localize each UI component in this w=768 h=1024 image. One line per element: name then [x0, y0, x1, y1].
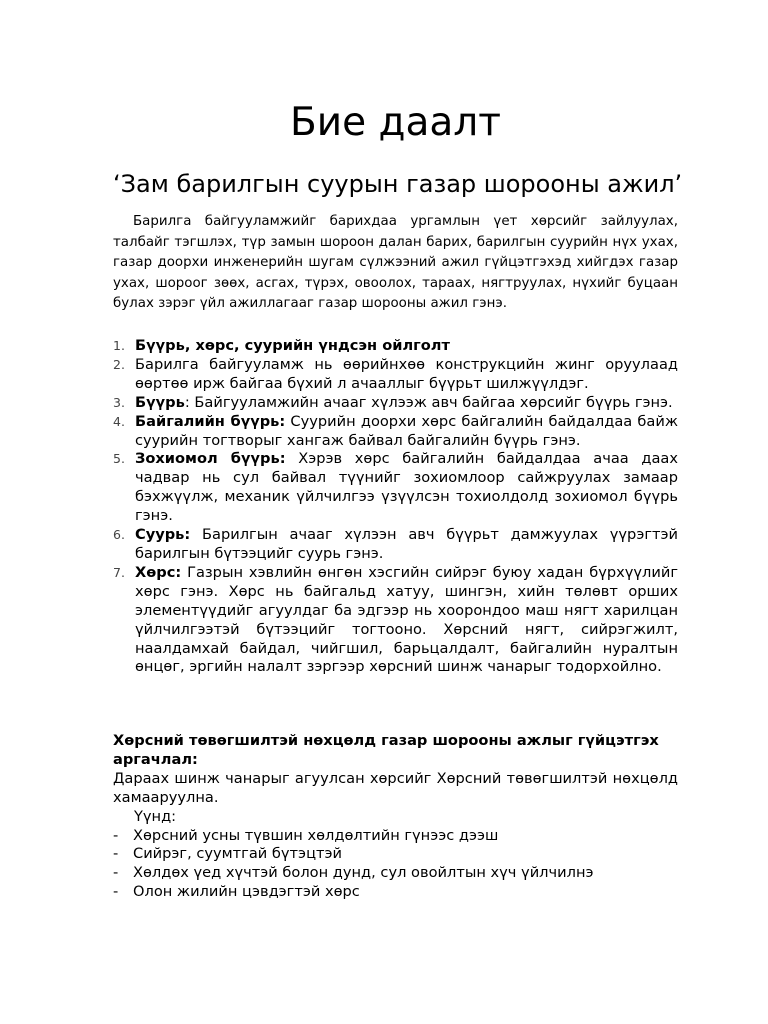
list-item — [113, 564, 678, 677]
section-heading: Хөрсний төвөгшилтэй нөхцөлд газар шорооны ажлыг гүйцэтгэх аргачлал: — [113, 732, 659, 768]
list-item — [113, 864, 678, 883]
bullet-text: Хөрсний усны түвшин хөлдөлтийн гүнээс дээш — [133, 826, 499, 844]
definition-text: Суурийн доорхи хөрс байгалийн байдалдаа байж суурийн тогтворыг хангаж байвал байгалийн бүүрь гэнэ. — [135, 412, 678, 449]
list-number: 6. — [113, 527, 125, 543]
definition-term: Хөрс: — [135, 563, 182, 581]
bullet-text: Сийрэг, суумтгай бүтэцтэй — [133, 845, 342, 863]
list-number: 3. — [113, 394, 125, 410]
definition-text: Газрын хэвлийн өнгөн хэсгийн сийрэг буюу хадан бүрхүүлийг хөрс гэнэ. Хөрс нь байгальд хатуу, шингэн, хийн төлөвт орших элементүүдийг агуулдаг ба эдгээр нь хоорондоо маш нягт харилцан үйлчилгээтэй бүтээцийг тогтооно. Хөрсний нягт, сийрэгжилт, наалдамхай байдал, чийгшил, барьцалдалт, байгалийн нуралтын өнцөг, эргийн налалт зэргээр хөрсний шинж чанарыг тодорхойлно. — [135, 563, 678, 676]
definition-term: Байгалийн бүүрь: — [135, 412, 286, 430]
definition-text: : Байгууламжийн ачааг хүлээж авч байгаа хөрсийг бүүрь гэнэ. — [184, 393, 673, 411]
list-number: 5. — [113, 451, 125, 467]
list-number: 1. — [113, 338, 125, 353]
list-item — [113, 526, 678, 564]
list-item — [113, 883, 678, 902]
section-lead: Үүнд: — [134, 807, 177, 825]
definition-term: Суурь: — [135, 526, 191, 544]
list-item — [113, 356, 678, 394]
bullet-text: Хөлдөх үед хүчтэй болон дунд, сул овойлтын хүч үйлчилнэ — [133, 864, 594, 882]
dash-bullet: - — [113, 826, 119, 844]
list-item — [113, 845, 678, 864]
definition-term: Бүүрь, хөрс, суурийн үндсэн ойлголт — [135, 337, 450, 354]
intro-paragraph: Барилга байгууламжийг барихдаа ургамлын үет хөрсийг зайлуулах, талбайг тэгшлэх, түр замын шороон далан барих, барилгын суурийн нүх ухах, газар доорхи инженерийн шугам сүлжээний ажил гүйцэтгэхэд хийгдэх газар ухах, шороог зөөх, асгах, түрэх, овоолох, тараах, нягтруулах, нүхийг буцаан булах зэрэг үйл ажиллагааг газар шорооны ажил гэнэ. — [113, 214, 678, 312]
definitions-list — [113, 337, 678, 677]
list-item — [113, 337, 678, 356]
dash-bullet: - — [113, 883, 119, 901]
document-subtitle: ‘Зам барилгын суурын газар шорооны ажил’ — [113, 170, 683, 198]
definition-text: Хэрэв хөрс байгалийн байдалдаа ачаа даах чадвар нь сул байвал түүнийг зохиомлоор сайжруулах замаар бэхжүүлж, механик үйлчилгээ үзүүлсэн тохиолдолд зохиомол бүүрь гэнэ. — [135, 450, 678, 525]
dash-bullet: - — [113, 845, 119, 863]
section-paragraph: Дараах шинж чанарыг агуулсан хөрсийг Хөрсний төвөгшилтэй нөхцөлд хамааруулна. — [113, 769, 678, 806]
list-item — [113, 450, 678, 526]
bullet-text: Олон жилийн цэвдэгтэй хөрс — [133, 883, 360, 901]
list-item — [113, 827, 678, 846]
list-number: 4. — [113, 413, 125, 429]
definition-text: Барилга байгууламж нь өөрийнхөө конструкцийн жинг оруулаад өөртөө ирж байгаа бүхий л ачааллыг бүүрьт шилжүүлдэг. — [135, 355, 678, 392]
definition-text: Барилгын ачааг хүлээн авч бүүрьт дамжуулах үүрэгтэй барилгын бүтээцийг суурь гэнэ. — [135, 526, 678, 562]
definition-term: Бүүрь — [135, 393, 185, 411]
conditions-list — [113, 827, 678, 903]
list-number: 7. — [113, 564, 125, 580]
dash-bullet: - — [113, 864, 119, 882]
list-item — [113, 413, 678, 451]
list-number: 2. — [113, 356, 125, 372]
list-item — [113, 394, 678, 413]
document-title: Бие даалт — [290, 100, 501, 145]
methods-section — [113, 732, 678, 902]
definition-term: Зохиомол бүүрь: — [135, 450, 286, 468]
